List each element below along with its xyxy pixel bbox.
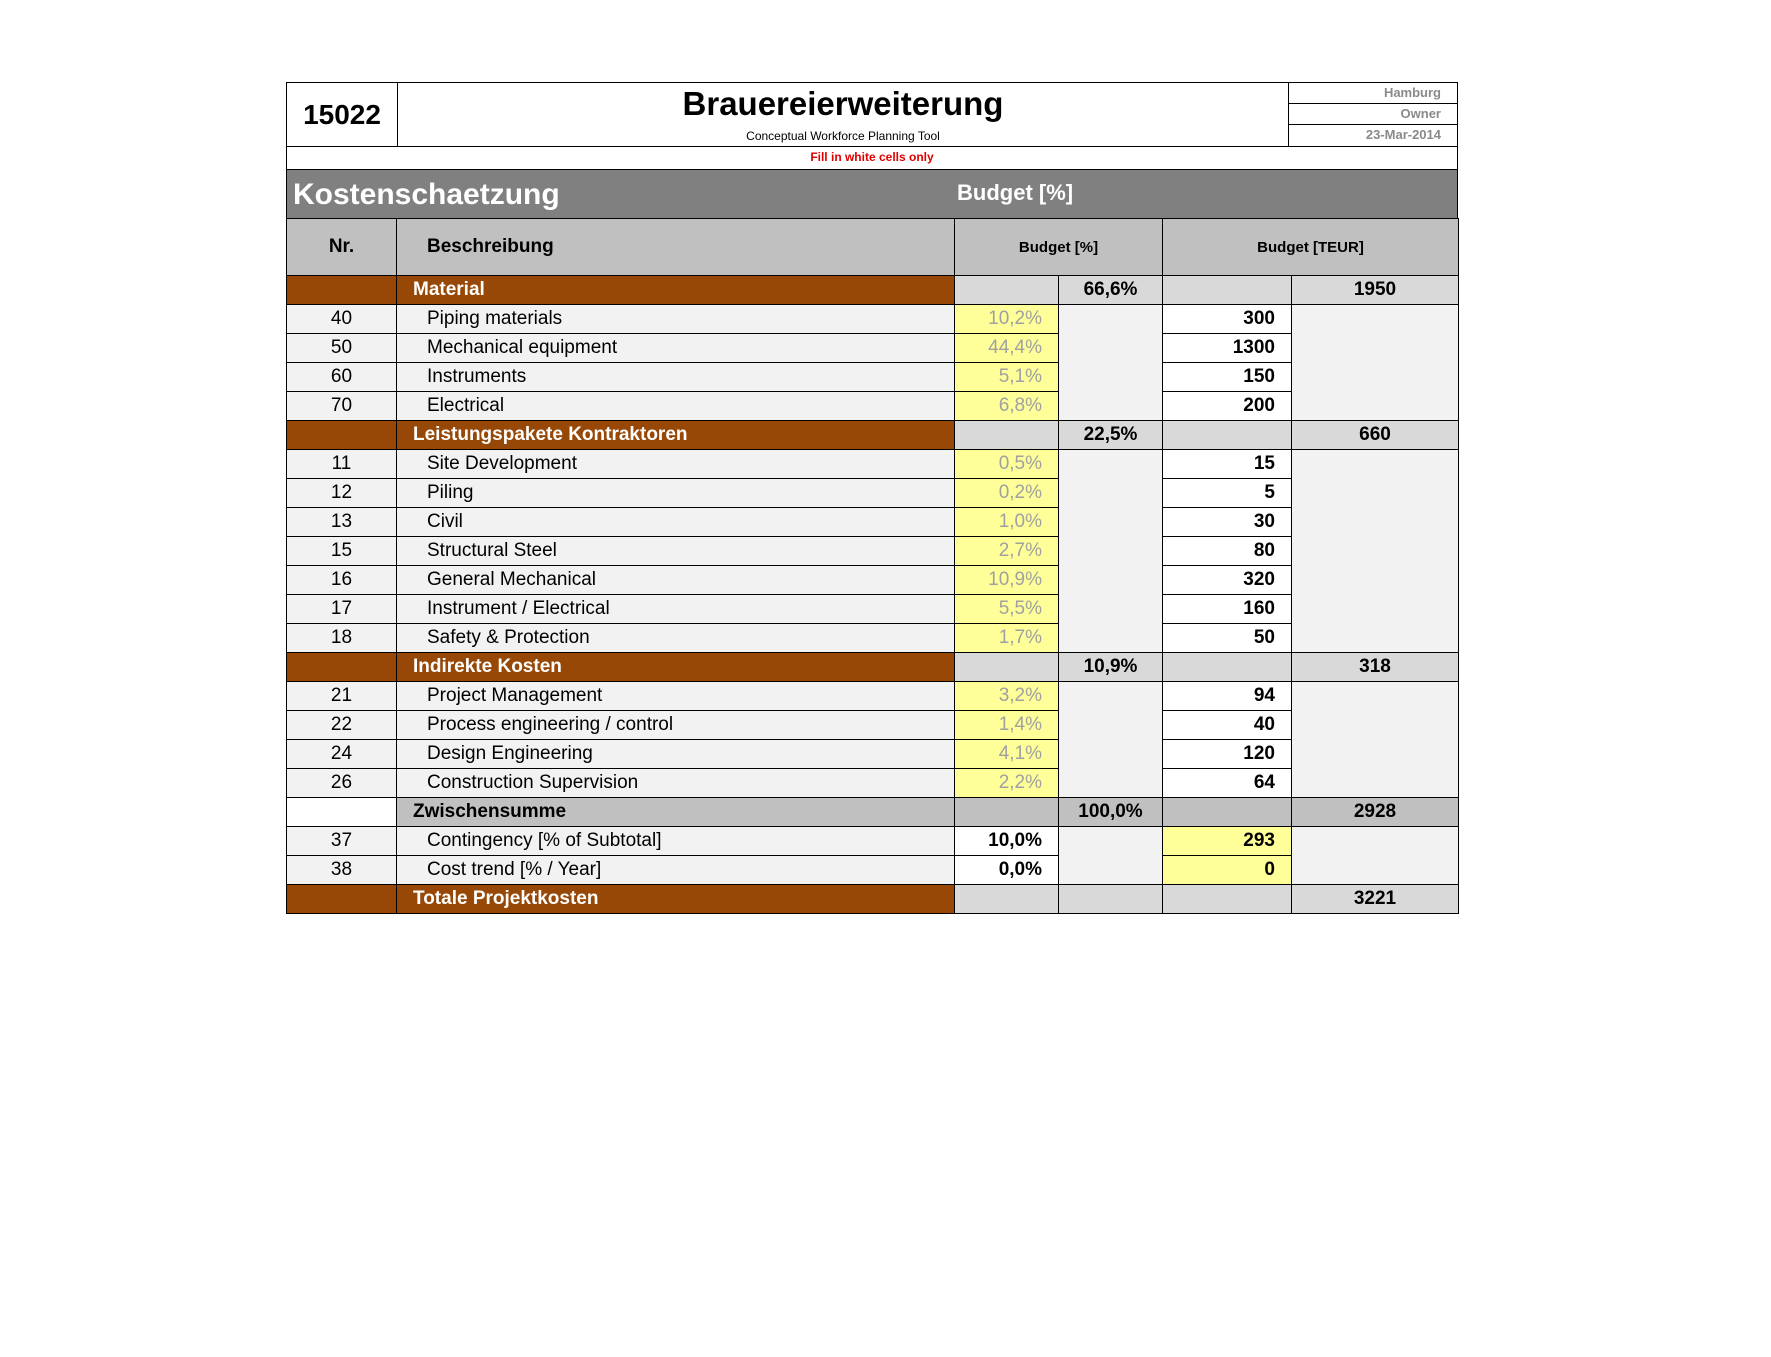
table-row [287, 508, 1459, 537]
col-budget-teur-header: Budget [TEUR] [1163, 219, 1459, 276]
category-teur-spacer [1163, 276, 1292, 305]
column-header-row [287, 219, 1459, 276]
blank-cell [1059, 595, 1163, 624]
blank-cell [1292, 508, 1459, 537]
item-budget-teur-input[interactable]: 15 [1163, 450, 1292, 479]
fill-instruction: Fill in white cells only [286, 147, 1458, 170]
item-budget-teur-input[interactable]: 30 [1163, 508, 1292, 537]
blank-cell [1292, 392, 1459, 421]
table-row [287, 595, 1459, 624]
item-nr: 70 [287, 392, 397, 421]
category-teur-total: 318 [1292, 653, 1459, 682]
item-description: Structural Steel [397, 537, 955, 566]
item-description: Instrument / Electrical [397, 595, 955, 624]
item-budget-teur-input[interactable]: 94 [1163, 682, 1292, 711]
blank-cell [1292, 624, 1459, 653]
blank-cell [1292, 479, 1459, 508]
blank-cell [1059, 537, 1163, 566]
item-description: Design Engineering [397, 740, 955, 769]
blank-cell [1292, 711, 1459, 740]
blank-cell [1292, 566, 1459, 595]
blank-cell [1292, 595, 1459, 624]
blank-cell [1059, 479, 1163, 508]
blank-cell [1292, 827, 1459, 856]
subtotal-spacer [1163, 798, 1292, 827]
item-budget-teur-input[interactable]: 200 [1163, 392, 1292, 421]
item-nr: 24 [287, 740, 397, 769]
category-pct-total: 10,9% [1059, 653, 1163, 682]
extra-nr: 37 [287, 827, 397, 856]
subtotal-spacer [955, 798, 1059, 827]
title-box [397, 83, 1289, 146]
item-nr: 12 [287, 479, 397, 508]
item-budget-teur-input[interactable]: 300 [1163, 305, 1292, 334]
blank-cell [1292, 537, 1459, 566]
table-row [287, 479, 1459, 508]
blank-cell [1059, 740, 1163, 769]
blank-cell [1059, 769, 1163, 798]
item-nr: 11 [287, 450, 397, 479]
blank-cell [1292, 305, 1459, 334]
category-nr [287, 421, 397, 450]
col-budget-pct-header: Budget [%] [955, 219, 1163, 276]
extra-row [287, 827, 1459, 856]
item-budget-pct: 10,9% [955, 566, 1059, 595]
item-nr: 21 [287, 682, 397, 711]
item-budget-pct: 4,1% [955, 740, 1059, 769]
item-budget-pct: 3,2% [955, 682, 1059, 711]
total-spacer [1163, 885, 1292, 914]
blank-cell [1059, 450, 1163, 479]
category-row [287, 653, 1459, 682]
location: Hamburg [1289, 83, 1457, 104]
table-row [287, 624, 1459, 653]
item-description: Site Development [397, 450, 955, 479]
category-teur-spacer [1163, 653, 1292, 682]
category-label: Material [397, 276, 955, 305]
category-row [287, 276, 1459, 305]
blank-cell [1292, 450, 1459, 479]
item-budget-teur-input[interactable]: 160 [1163, 595, 1292, 624]
item-budget-pct: 0,5% [955, 450, 1059, 479]
subtotal-pct: 100,0% [1059, 798, 1163, 827]
table-row [287, 450, 1459, 479]
cost-estimate-sheet [286, 82, 1458, 914]
item-nr: 16 [287, 566, 397, 595]
item-description: Piping materials [397, 305, 955, 334]
blank-cell [1059, 566, 1163, 595]
item-description: Process engineering / control [397, 711, 955, 740]
total-nr [287, 885, 397, 914]
cost-table [286, 218, 1459, 914]
subtotal-nr [287, 798, 397, 827]
item-budget-pct: 2,7% [955, 537, 1059, 566]
blank-cell [1292, 856, 1459, 885]
col-nr-header: Nr. [287, 219, 397, 276]
meta-box [1288, 83, 1457, 146]
extra-teur: 293 [1163, 827, 1292, 856]
item-description: Civil [397, 508, 955, 537]
item-nr: 26 [287, 769, 397, 798]
category-pct-spacer [955, 276, 1059, 305]
date: 23-Mar-2014 [1365, 127, 1441, 142]
item-nr: 18 [287, 624, 397, 653]
item-budget-pct: 2,2% [955, 769, 1059, 798]
item-budget-pct: 0,2% [955, 479, 1059, 508]
total-spacer [955, 885, 1059, 914]
item-nr: 40 [287, 305, 397, 334]
table-row [287, 305, 1459, 334]
item-budget-pct: 44,4% [955, 334, 1059, 363]
item-description: Electrical [397, 392, 955, 421]
section-subtitle: Budget [%] [957, 180, 1074, 205]
total-label: Totale Projektkosten [397, 885, 955, 914]
blank-cell [1059, 624, 1163, 653]
category-pct-spacer [955, 421, 1059, 450]
category-teur-total: 660 [1292, 421, 1459, 450]
table-row [287, 334, 1459, 363]
item-budget-pct: 5,1% [955, 363, 1059, 392]
item-description: General Mechanical [397, 566, 955, 595]
total-teur: 3221 [1292, 885, 1459, 914]
item-description: Project Management [397, 682, 955, 711]
item-budget-teur-input[interactable]: 5 [1163, 479, 1292, 508]
blank-cell [1059, 856, 1163, 885]
blank-cell [1059, 682, 1163, 711]
item-budget-teur-input[interactable]: 80 [1163, 537, 1292, 566]
item-description: Construction Supervision [397, 769, 955, 798]
item-nr: 50 [287, 334, 397, 363]
blank-cell [1292, 334, 1459, 363]
project-number: 15022 [287, 83, 398, 146]
category-pct-total: 22,5% [1059, 421, 1163, 450]
category-label: Indirekte Kosten [397, 653, 955, 682]
table-row [287, 566, 1459, 595]
item-budget-teur-input[interactable]: 1300 [1163, 334, 1292, 363]
category-row [287, 421, 1459, 450]
item-budget-teur-input[interactable]: 120 [1163, 740, 1292, 769]
table-row [287, 740, 1459, 769]
role: Owner [1289, 104, 1457, 125]
category-pct-spacer [955, 653, 1059, 682]
blank-cell [1059, 827, 1163, 856]
sheet-header [286, 82, 1458, 147]
blank-cell [1059, 711, 1163, 740]
extra-description: Cost trend [% / Year] [397, 856, 955, 885]
subtotal-teur: 2928 [1292, 798, 1459, 827]
project-title: Brauereierweiterung [682, 85, 1004, 122]
total-row [287, 885, 1459, 914]
table-row [287, 769, 1459, 798]
item-nr: 13 [287, 508, 397, 537]
item-budget-pct: 1,4% [955, 711, 1059, 740]
item-description: Mechanical equipment [397, 334, 955, 363]
item-nr: 17 [287, 595, 397, 624]
item-budget-teur-input[interactable]: 40 [1163, 711, 1292, 740]
item-budget-pct: 10,2% [955, 305, 1059, 334]
project-subtitle: Conceptual Workforce Planning Tool [746, 129, 940, 143]
extra-row [287, 856, 1459, 885]
item-budget-pct: 6,8% [955, 392, 1059, 421]
section-title: Kostenschaetzung [293, 178, 560, 211]
extra-nr: 38 [287, 856, 397, 885]
item-description: Piling [397, 479, 955, 508]
blank-cell [1059, 392, 1163, 421]
table-row [287, 363, 1459, 392]
total-spacer [1059, 885, 1163, 914]
blank-cell [1292, 363, 1459, 392]
item-budget-teur-input[interactable]: 50 [1163, 624, 1292, 653]
subtotal-row [287, 798, 1459, 827]
item-budget-pct: 5,5% [955, 595, 1059, 624]
blank-cell [1292, 769, 1459, 798]
col-desc-header: Beschreibung [397, 219, 955, 276]
extra-input[interactable]: 10,0% [955, 827, 1059, 856]
table-row [287, 537, 1459, 566]
blank-cell [1059, 334, 1163, 363]
category-teur-total: 1950 [1292, 276, 1459, 305]
item-budget-teur-input[interactable]: 64 [1163, 769, 1292, 798]
item-nr: 60 [287, 363, 397, 392]
category-teur-spacer [1163, 421, 1292, 450]
item-budget-pct: 1,0% [955, 508, 1059, 537]
blank-cell [1292, 740, 1459, 769]
item-description: Safety & Protection [397, 624, 955, 653]
subtotal-label: Zwischensumme [397, 798, 955, 827]
category-label: Leistungspakete Kontraktoren [397, 421, 955, 450]
item-budget-pct: 1,7% [955, 624, 1059, 653]
extra-teur: 0 [1163, 856, 1292, 885]
section-bar [286, 170, 1458, 218]
table-row [287, 711, 1459, 740]
category-pct-total: 66,6% [1059, 276, 1163, 305]
extra-description: Contingency [% of Subtotal] [397, 827, 955, 856]
category-nr [287, 653, 397, 682]
blank-cell [1059, 363, 1163, 392]
blank-cell [1059, 508, 1163, 537]
item-nr: 15 [287, 537, 397, 566]
item-description: Instruments [397, 363, 955, 392]
blank-cell [1059, 305, 1163, 334]
table-row [287, 392, 1459, 421]
blank-cell [1292, 682, 1459, 711]
item-budget-teur-input[interactable]: 150 [1163, 363, 1292, 392]
item-budget-teur-input[interactable]: 320 [1163, 566, 1292, 595]
extra-input[interactable]: 0,0% [955, 856, 1059, 885]
item-nr: 22 [287, 711, 397, 740]
category-nr [287, 276, 397, 305]
table-row [287, 682, 1459, 711]
